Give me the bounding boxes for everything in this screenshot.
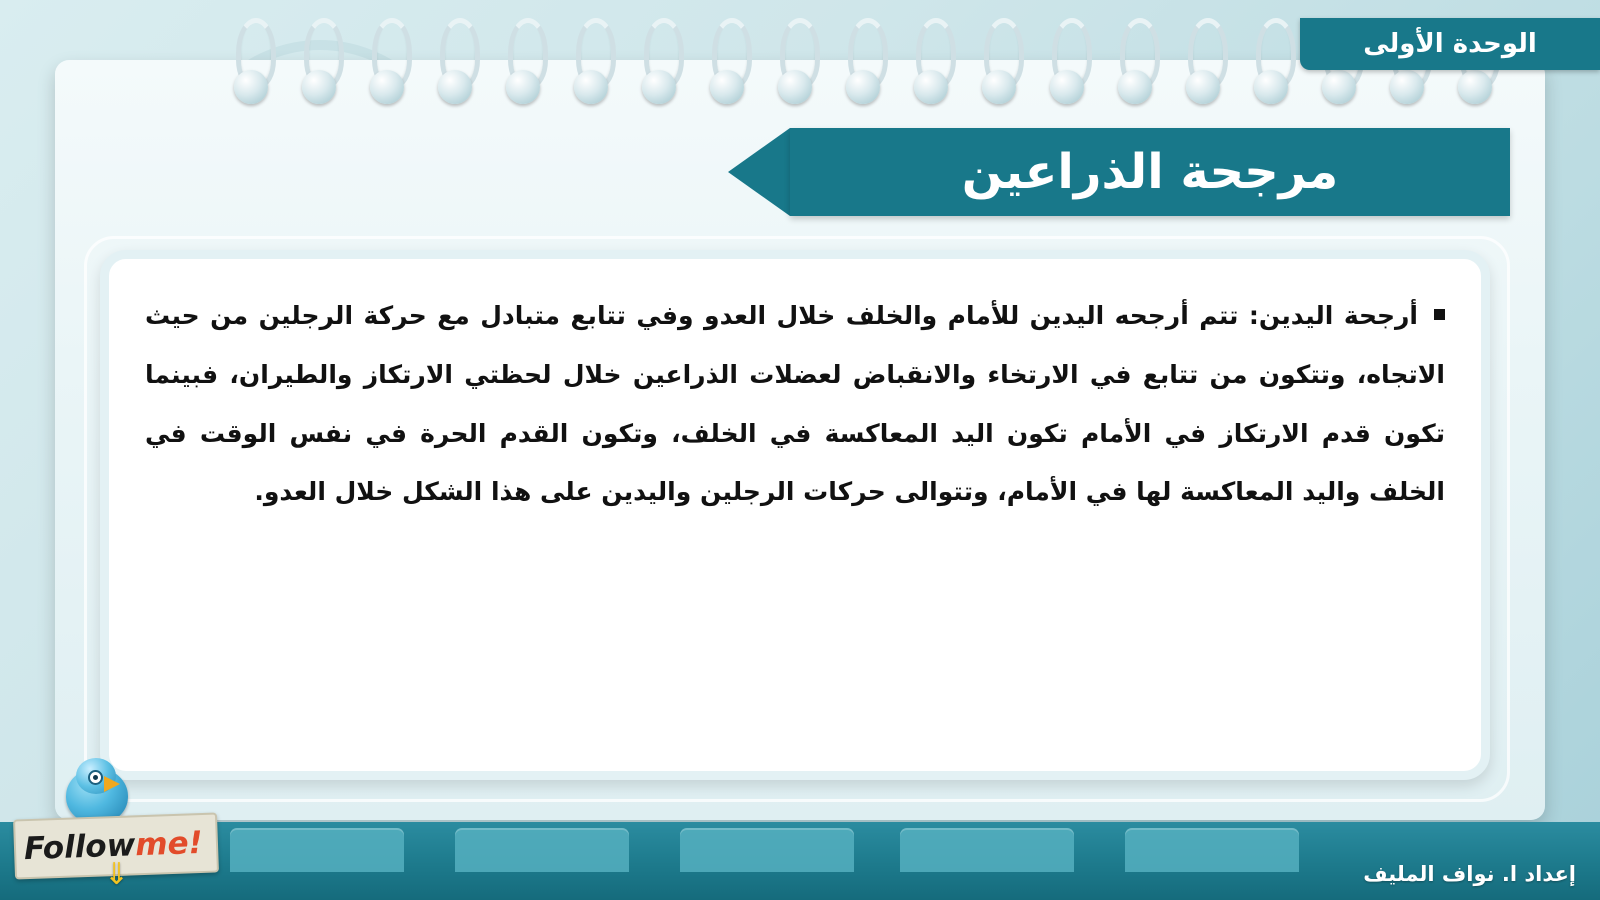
arrow-down-icon: ⇓: [104, 857, 130, 892]
bullet-square-icon: [1434, 309, 1445, 320]
bottom-tab[interactable]: [1125, 828, 1299, 872]
page-title: مرجحة الذراعين: [961, 144, 1339, 200]
bottom-tab[interactable]: [230, 828, 404, 872]
unit-label: الوحدة الأولى: [1363, 29, 1537, 59]
bottom-strip: [0, 822, 1600, 900]
title-bar: [790, 128, 1510, 216]
bottom-tab[interactable]: [680, 828, 854, 872]
body-paragraph: أرجحة اليدين: تتم أرجحه اليدين للأمام والخلف خلال العدو وفي تتابع متبادل مع حركة الرجلين من حيث الاتجاه، وتتكون من تتابع في الارتخاء والانقباض لعضلات الذراعين خلال لحظتي الارتكاز والطيران، فبينما تكون قدم الارتكاز في الأمام تكون اليد المعاكسة في الخلف، وتكون القدم الحرة في نفس الوقت في الخلف واليد المعاكسة لها في الأمام، وتتوالى حركات الرجلين واليدين على هذا الشكل خلال العدو.: [145, 301, 1445, 507]
title-arrow-shape: [728, 128, 790, 216]
body-paragraph-wrapper: [145, 287, 1445, 522]
unit-banner: [1300, 18, 1600, 70]
bottom-tab[interactable]: [900, 828, 1074, 872]
content-card: [100, 250, 1490, 780]
bottom-tab[interactable]: [455, 828, 629, 872]
follow-me-word: me!: [134, 824, 204, 864]
follow-me-badge[interactable]: [8, 754, 228, 894]
author-credit: إعداد ا. نواف المليف: [1363, 862, 1576, 886]
follow-word: Follow: [23, 827, 136, 868]
